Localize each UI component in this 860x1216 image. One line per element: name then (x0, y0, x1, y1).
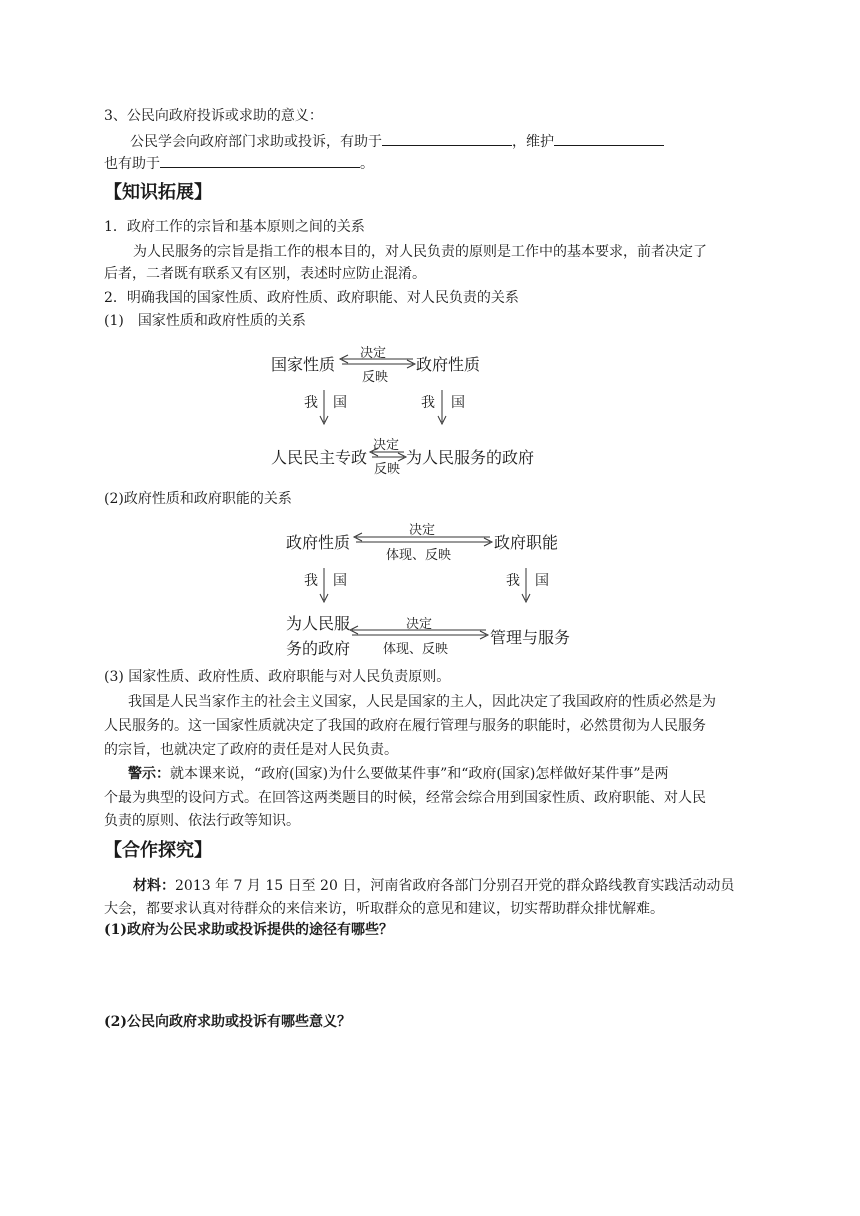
paragraph-line: 我国是人民当家作主的社会主义国家，人民是国家的主人，因此决定了我国政府的性质必然是为 (128, 694, 716, 710)
fill-text: 也有助于 (104, 156, 160, 172)
node-label: 为人民服 (286, 614, 351, 633)
arrow-label: 我 (304, 573, 318, 589)
answer-area[interactable] (104, 1037, 744, 1157)
node-label: 管理与服务 (490, 628, 571, 647)
node-label: 政府性质 (416, 355, 481, 374)
node-label: 政府职能 (494, 533, 559, 552)
question: (1)政府为公民求助或投诉提供的途径有哪些？ (104, 922, 393, 938)
question: (2)公民向政府求助或投诉有哪些意义？ (104, 1014, 351, 1030)
material-text: 2013 年 7 月 15 日至 20 日，河南省政府各部门分别召开党的群众路线教育实践活动动员 (175, 878, 735, 894)
arrow-label: 国 (333, 395, 347, 411)
paragraph-line: 的宗旨，也就决定了政府的责任是对人民负责。 (104, 742, 398, 758)
paragraph-line: 大会，都要求认真对待群众的来信来访，听取群众的意见和建议，切实帮助群众排忧解难。 (104, 901, 664, 917)
arrow-label: 国 (451, 395, 465, 411)
fill-text: 公民学会向政府部门求助或投诉，有助于 (130, 134, 382, 150)
paragraph-title: 1．政府工作的宗旨和基本原则之间的关系 (104, 219, 365, 235)
fill-text: ，维护 (512, 134, 554, 150)
node-label: 务的政府 (286, 639, 351, 658)
paragraph-title: 2．明确我国的国家性质、政府性质、政府职能、对人民负责的关系 (104, 290, 519, 306)
section-title: 3、公民向政府投诉或求助的意义： (104, 108, 323, 124)
answer-area[interactable] (104, 945, 744, 1007)
paragraph-line: 个最为典型的设问方式。在回答这两类题目的时候，经常会综合用到国家性质、政府职能、对人民 (104, 790, 706, 806)
section-heading: 【知识拓展】 (104, 182, 212, 203)
paragraph-line: 负责的原则、依法行政等知识。 (104, 813, 300, 829)
arrow-label: 我 (421, 395, 435, 411)
arrow-label: 反映 (374, 462, 401, 477)
arrow-label: 体现、反映 (386, 548, 452, 563)
material-line (133, 875, 734, 897)
warning-line (128, 763, 668, 785)
paragraph-line: 人民服务的。这一国家性质就决定了我国的政府在履行管理与服务的职能时，必然贯彻为人民服务 (104, 718, 706, 734)
arrow-label: 决定 (409, 523, 436, 538)
node-label: 国家性质 (271, 355, 336, 374)
node-label: 政府性质 (286, 533, 351, 552)
node-label: 人民民主专政 (271, 448, 368, 467)
arrow-label: 决定 (406, 617, 433, 632)
arrow-label: 我 (304, 395, 318, 411)
section-heading: 【合作探究】 (104, 840, 212, 861)
arrow-label: 体现、反映 (383, 642, 449, 657)
subsection-title: (3) 国家性质、政府性质、政府职能与对人民负责原则。 (104, 669, 451, 685)
paragraph-line: 为人民服务的宗旨是指工作的根本目的，对人民负责的原则是工作中的基本要求，前者决定了 (133, 244, 707, 260)
arrow-label: 反映 (362, 370, 389, 385)
material-label: 材料： (133, 878, 175, 894)
arrow-label: 国 (535, 573, 549, 589)
arrow-label: 决定 (360, 346, 387, 361)
node-label: 为人民服务的政府 (406, 448, 535, 467)
arrow-label: 决定 (373, 438, 400, 453)
subsection-title: (1) 国家性质和政府性质的关系 (104, 313, 306, 329)
subsection-title: (2)政府性质和政府职能的关系 (104, 491, 292, 507)
warning-text: 就本课来说，“政府(国家)为什么要做某件事”和“政府(国家)怎样做好某件事”是两 (170, 766, 669, 782)
paragraph-line: 后者，二者既有联系又有区别，表述时应防止混淆。 (104, 266, 426, 282)
arrow-label: 我 (506, 573, 520, 589)
arrow-label: 国 (333, 573, 347, 589)
warning-label: 警示： (128, 766, 170, 782)
fill-text: 。 (360, 156, 374, 172)
